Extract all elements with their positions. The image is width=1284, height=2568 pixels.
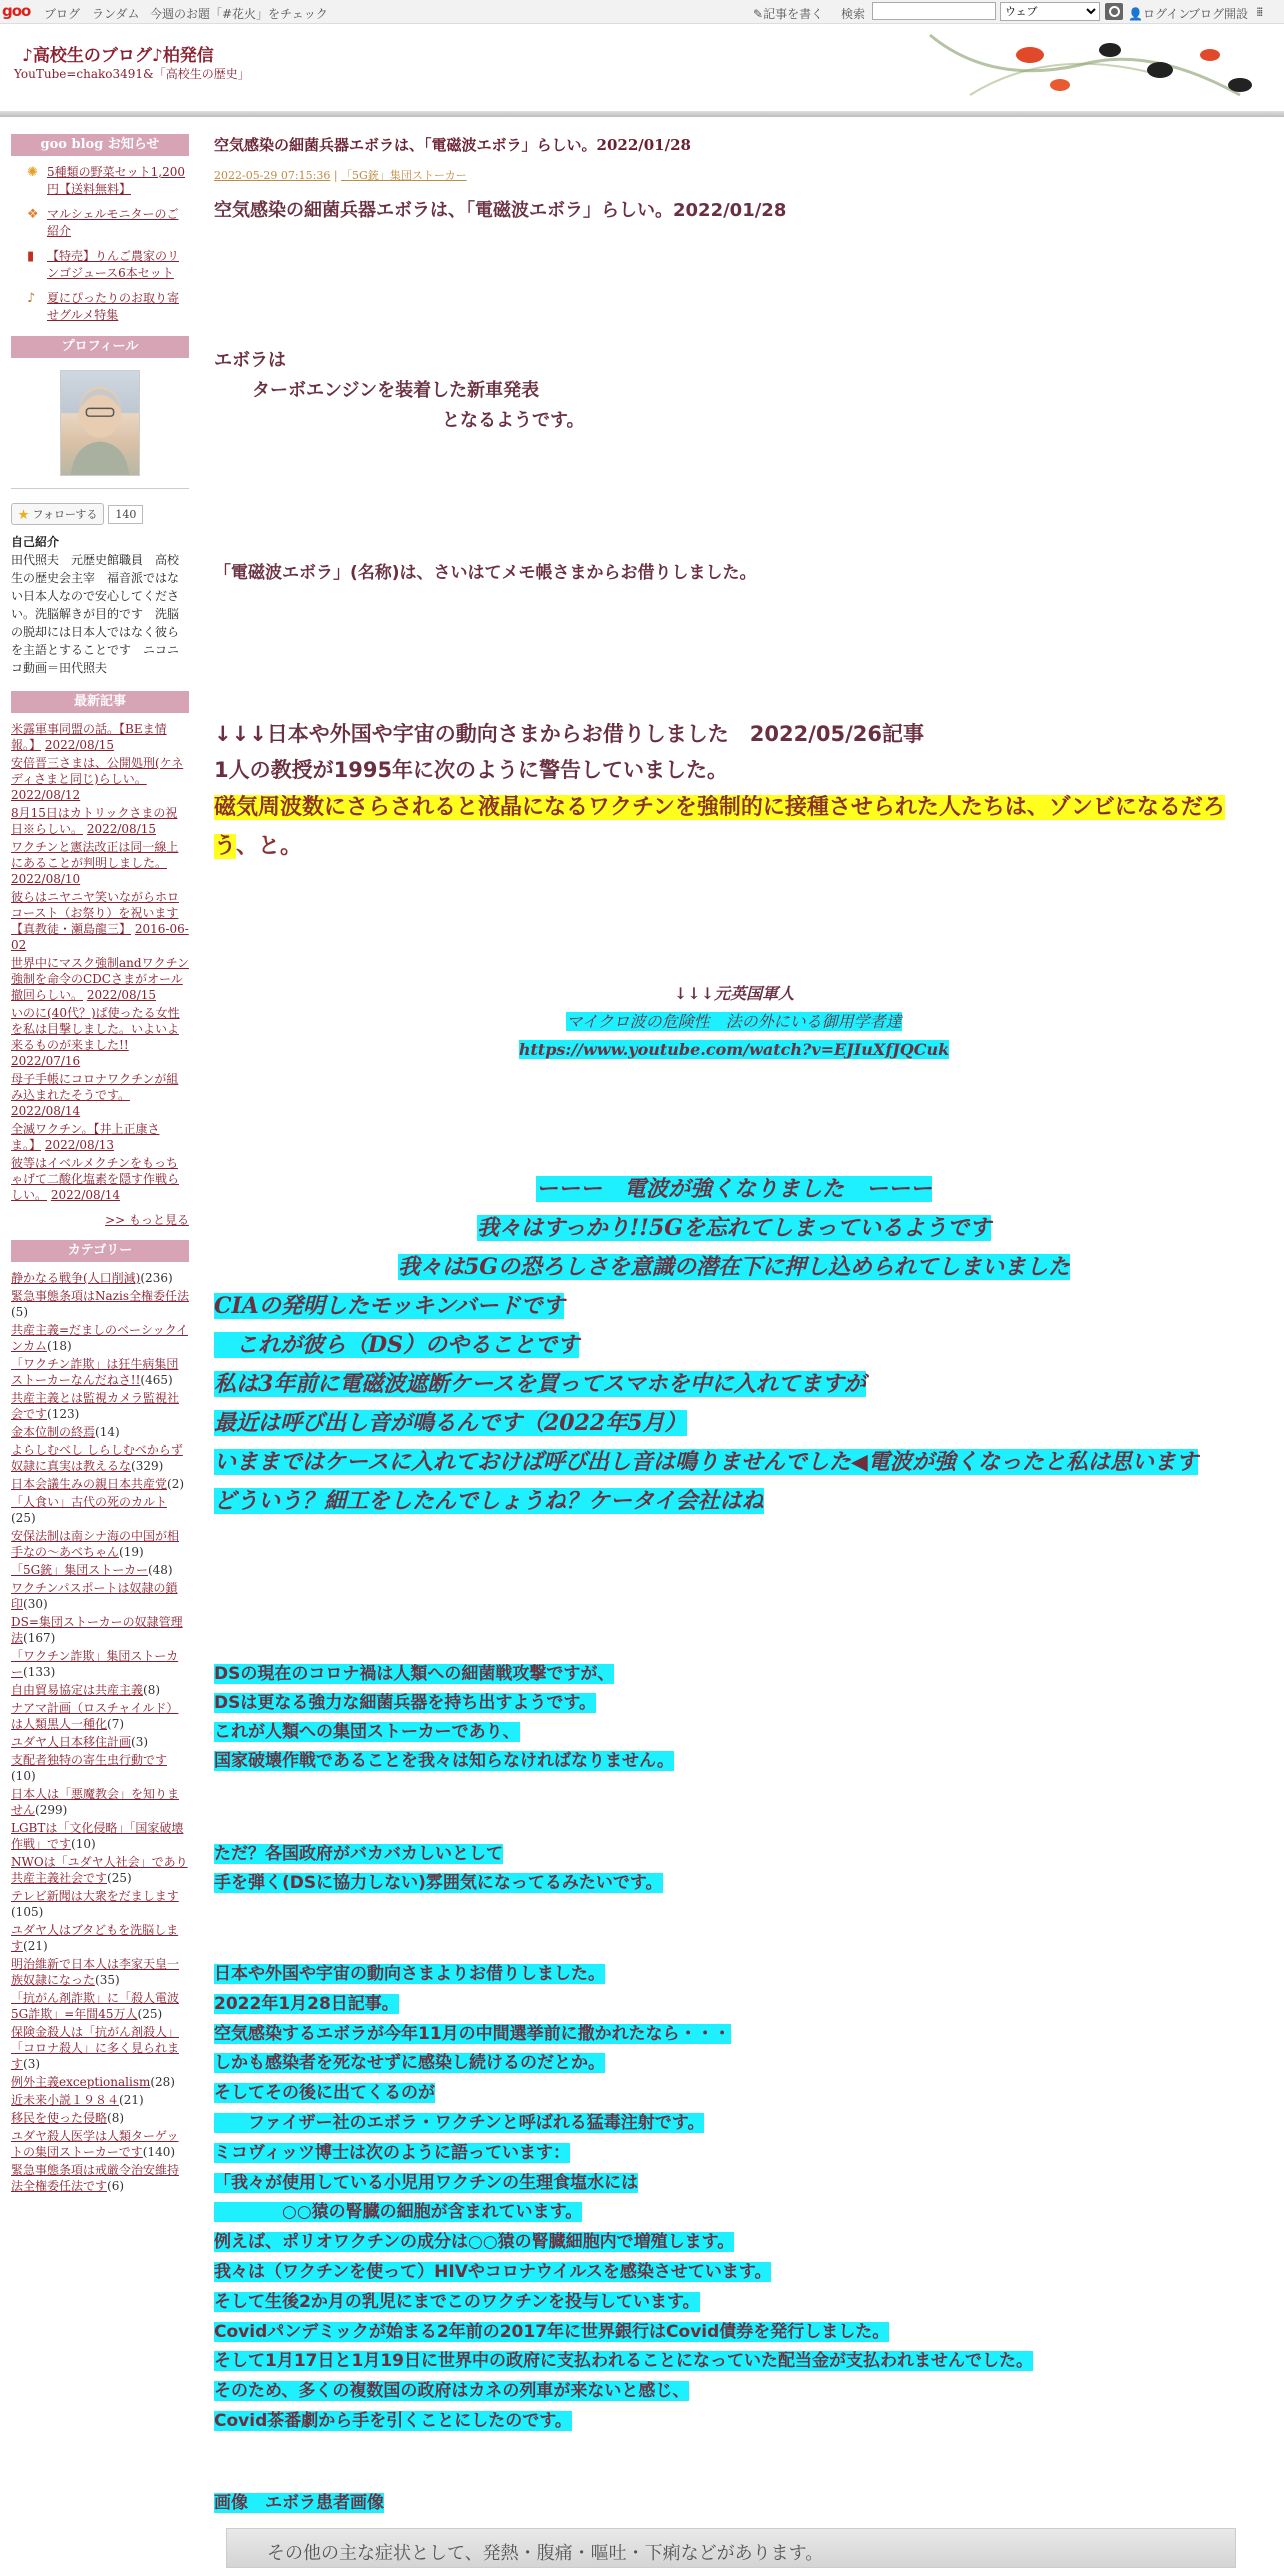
- category-item[interactable]: [11, 2092, 189, 2108]
- warning-quote: 磁気周波数にさらされると液晶になるワクチンを強制的に接種させられた人たちは、ゾンビになるだろう、と。: [214, 795, 1225, 859]
- category-item[interactable]: [11, 1854, 189, 1886]
- ebola-line: エボラは: [214, 350, 286, 371]
- category-count: (28): [150, 2075, 175, 2089]
- category-item[interactable]: [11, 1682, 189, 1698]
- category-item[interactable]: [11, 1476, 189, 1492]
- category-link[interactable]: 明治維新で日本人は李家天皇一族奴隷になった: [11, 1957, 180, 1987]
- category-count: (10): [11, 1769, 36, 1783]
- recent-item[interactable]: 彼らはニヤニヤ笑いながらホロコースト（お祭り）を祝います【真教徒・瀬島龍三】 2016-06-02: [11, 890, 189, 952]
- pencil-icon: ✎: [753, 7, 764, 21]
- category-link[interactable]: テレビ新聞は大衆をだまします: [11, 1889, 179, 1903]
- category-item[interactable]: [11, 1356, 189, 1388]
- blog-subtitle: YouTube=chako3491&「高校生の歴史」: [14, 67, 250, 81]
- follow-widget: [11, 503, 189, 525]
- category-count: (5): [11, 1305, 28, 1319]
- bio-text: 田代照夫 元歴史館職員 高校生の歴史会主宰 福音派ではない日本人なので安心してください。洗脳解きが目的です 洗脳の脱却には日本人ではなく彼らを主語とすることです ニコニコ動画＝田代照夫: [11, 553, 180, 675]
- category-list: [11, 1270, 189, 2194]
- quote-line: しかも感染者を死なせずに感染し続けるのだとか。: [214, 2053, 605, 2074]
- 5g-line: 最近は呼び出し音が鳴るんです（2022年5月）: [214, 1410, 687, 1436]
- army-source: ↓↓↓元英国軍人: [673, 984, 795, 1003]
- category-count: (3): [23, 2057, 41, 2071]
- category-link[interactable]: 日本会議生みの親日本共産党: [11, 1477, 168, 1491]
- army-title: マイクロ波の危険性 法の外にいる御用学者達: [566, 1012, 902, 1031]
- category-link[interactable]: ワクチンパスポートは奴隷の鎖印: [11, 1581, 178, 1611]
- category-count: (21): [119, 2093, 144, 2107]
- category-item[interactable]: [11, 1528, 189, 1560]
- recent-item[interactable]: 米露軍事同盟の話。【BEま情報。】 2022/08/15: [11, 722, 167, 752]
- category-heading: カテゴリー: [11, 1240, 189, 1262]
- 5g-line: ーーー 電波が強くなりました ーーー: [535, 1176, 932, 1202]
- category-item[interactable]: [11, 1700, 189, 1732]
- blog-header: [0, 25, 1284, 117]
- category-count: (329): [131, 1459, 164, 1473]
- category-link[interactable]: NWOは「ユダヤ人社会」であり共産主義社会です: [11, 1855, 188, 1885]
- category-link[interactable]: 近未来小説１９８４: [11, 2093, 120, 2107]
- ebola-quote-block: [214, 1960, 1033, 2437]
- image-caption: 画像 エボラ患者画像: [214, 2493, 384, 2513]
- quote-line: 例えば、ポリオワクチンの成分は○○猿の腎臓細胞内で増殖します。: [214, 2232, 735, 2253]
- category-link[interactable]: 日本人は「悪魔教会」を知りません: [11, 1787, 180, 1817]
- quote-line: そして1月17日と1月19日に世界中の政府に支払われることになっていた配当金が支払われませんでした。: [214, 2351, 1033, 2372]
- army-url[interactable]: https://www.youtube.com/watch?v=EJIuXfJQCuk: [518, 1040, 950, 1059]
- category-count: (8): [143, 1683, 161, 1697]
- quote-line: Covid茶番劇から手を引くことにしたのです。: [214, 2410, 572, 2431]
- category-item[interactable]: [11, 1322, 189, 1354]
- goldfish-header-art: [910, 25, 1284, 113]
- recent-item[interactable]: 世界中にマスク強制andワクチン強制を命令のCDCさまがオール撤回らしい。 2022/08/15: [11, 956, 189, 1002]
- category-count: (299): [35, 1803, 68, 1817]
- search-input[interactable]: [872, 2, 996, 20]
- category-link[interactable]: 「抗がん剤詐欺」に「殺人電波5G詐欺」=年間45万人: [11, 1991, 180, 2021]
- 5g-line: これが彼ら（DS）のやることです: [214, 1332, 579, 1358]
- write-article-link[interactable]: ✎記事を書く: [753, 7, 824, 21]
- category-item[interactable]: [11, 1580, 189, 1612]
- post-category[interactable]: 「5G銃」集団ストーカー: [341, 169, 467, 182]
- category-count: (19): [119, 1545, 144, 1559]
- recent-list: [11, 721, 189, 1203]
- gov-line: 手を弾く(DSに協力しない)雰囲気になってるみたいです。: [214, 1873, 663, 1893]
- profile-divider: [11, 488, 189, 489]
- 5g-line: CIAの発明したモッキンバードです: [214, 1293, 565, 1319]
- ds-line: 国家破壊作戦であることを我々は知らなければなりません。: [214, 1751, 675, 1771]
- category-link[interactable]: 「5G銃」集団ストーカー: [11, 1563, 148, 1577]
- quote-line: 我々は（ワクチンを使って）HIVやコロナウイルスを感染させています。: [214, 2261, 772, 2282]
- open-blog-link[interactable]: ブログ開設: [1188, 7, 1249, 21]
- category-item[interactable]: [11, 1956, 189, 1988]
- notice-item[interactable]: ❖ マルシェルモニターのご紹介: [27, 207, 179, 238]
- ebola-line: ターボエンジンを装着した新車発表: [252, 380, 540, 401]
- star-icon: ★: [18, 508, 29, 521]
- post-area: [214, 134, 1254, 2564]
- recent-item[interactable]: 安倍晋三さまは、公開処刑(ケネディさまと同じ)らしい。 2022/08/12: [11, 756, 184, 802]
- sidebar: [11, 134, 189, 2196]
- category-count: (140): [142, 2145, 176, 2159]
- nav-link-blog[interactable]: ブログ: [44, 7, 81, 21]
- recent-item[interactable]: いのに(40代？)ぱ使ったる女性を私は目撃しました。いよいよ来るものが来ました!! 2022/07/16: [11, 1006, 180, 1068]
- category-item[interactable]: [11, 1752, 189, 1784]
- post-meta: [214, 167, 1254, 183]
- category-link[interactable]: 自由貿易協定は共産主義: [11, 1683, 144, 1697]
- category-item[interactable]: [11, 1442, 189, 1474]
- search-button[interactable]: [1105, 3, 1123, 20]
- category-item[interactable]: [11, 1648, 189, 1680]
- category-link[interactable]: 「ワクチン詐欺」集団ストーカー: [11, 1649, 179, 1679]
- profile-bio: [11, 533, 189, 677]
- ds-line: DSは更なる強力な細菌兵器を持ち出すようです。: [214, 1693, 596, 1713]
- 5g-line: いままではケースに入れておけば呼び出し音は鳴りませんでした◀電波が強くなったと私は思います: [214, 1449, 1198, 1475]
- quote-line: ミコヴィッツ博士は次のように語っています：: [214, 2142, 570, 2163]
- category-link[interactable]: 緊急事態条項は戒厳令治安維持法全権委任法です: [11, 2163, 180, 2193]
- category-item[interactable]: [11, 1922, 189, 1954]
- ebola-patient-image[interactable]: [226, 2528, 1236, 2568]
- category-item[interactable]: [11, 1494, 189, 1526]
- quote-line: 日本や外国や宇宙の動向さまよりお借りしました。: [214, 1964, 605, 1984]
- recent-heading: 最新記事: [11, 691, 189, 713]
- recent-item[interactable]: ワクチンと憲法改正は同一線上にあることが判明しました。 2022/08/10: [11, 840, 179, 886]
- category-count: (10): [71, 1837, 96, 1851]
- person-icon: 👤: [1128, 7, 1143, 21]
- category-link[interactable]: ユダヤ殺人医学は人類ターゲットの集団ストーカーです: [11, 2129, 179, 2159]
- category-link[interactable]: ナアマ計画（ロスチャイルド）は人類黒人一種化: [11, 1701, 179, 1731]
- name-credit: 「電磁波エボラ」(名称)は、さいはてメモ帳さまからお借りしました。: [214, 563, 757, 583]
- quote-line: 空気感染するエボラが今年11月の中間選挙前に撒かれたなら・・・: [214, 2023, 731, 2044]
- category-count: (465): [140, 1373, 173, 1387]
- category-count: (18): [47, 1339, 72, 1353]
- juice-icon: ▮: [27, 249, 35, 264]
- blog-title[interactable]: ♪高校生のブログ♪柏発信: [22, 46, 214, 66]
- category-link[interactable]: 支配者独特の寄生虫行動です: [11, 1753, 168, 1767]
- category-count: (123): [47, 1407, 80, 1421]
- flower-icon: ❖: [27, 207, 39, 222]
- category-item[interactable]: [11, 1614, 189, 1646]
- category-count: (30): [23, 1597, 48, 1611]
- category-item[interactable]: [11, 1390, 189, 1422]
- post-date[interactable]: 2022-05-29 07:15:36: [214, 169, 331, 182]
- quote-source: ↓↓↓日本や外国や宇宙の動向さまからお借りしました 2022/05/26記事: [214, 722, 925, 746]
- notice-heading: goo blog お知らせ: [11, 134, 189, 156]
- category-count: (236): [140, 1271, 173, 1285]
- quote-line: そして生後2か月の乳児にまでこのワクチンを投与しています。: [214, 2291, 700, 2312]
- quote-line: 「我々が使用している小児用ワクチンの生理食塩水には: [214, 2172, 639, 2193]
- category-link[interactable]: 例外主義exceptionalism: [11, 2075, 151, 2089]
- category-item[interactable]: [11, 1786, 189, 1818]
- search-label: 検索: [841, 7, 866, 21]
- quote-line: ○○猿の腎臓の細胞が含まれています。: [214, 2202, 583, 2223]
- category-count: (25): [107, 1871, 132, 1885]
- 5g-line: 我々は5Gの恐ろしさを意識の潜在下に押し込められてしまいました: [397, 1254, 1071, 1280]
- category-link[interactable]: LGBTは「文化侵略」「国家破壊作戦」です: [11, 1821, 184, 1851]
- category-count: (3): [131, 1735, 149, 1749]
- category-count: (14): [95, 1425, 120, 1439]
- category-count: (25): [11, 1511, 36, 1525]
- meta-separator: |: [333, 169, 338, 182]
- follower-count: 140: [108, 505, 143, 524]
- category-count: (25): [137, 2007, 163, 2021]
- category-count: (133): [23, 1665, 56, 1679]
- 5g-line: 私は3年前に電磁波遮断ケースを買ってスマホを中に入れてますが: [214, 1371, 866, 1397]
- header-rule: [0, 111, 1284, 117]
- notice-item[interactable]: ▮ 【特売】りんご農家のリンゴジュース6本セット: [27, 249, 180, 280]
- ds-block: [214, 1660, 674, 1776]
- category-count: (167): [23, 1631, 56, 1645]
- note-icon: ♪: [27, 291, 36, 306]
- quote-line: ファイザー社のエボラ・ワクチンと呼ばれる猛毒注射です。: [214, 2112, 705, 2133]
- search-scope-select[interactable]: [1000, 2, 1100, 21]
- nav-link-weekly-topic[interactable]: 今週のお題「#花火」をチェック: [150, 7, 328, 21]
- category-count: (7): [107, 1717, 125, 1731]
- top-bar: [0, 0, 1284, 24]
- category-item[interactable]: [11, 1288, 189, 1320]
- quote-line: 2022年1月28日記事。: [214, 1993, 399, 2014]
- category-item[interactable]: [11, 2110, 189, 2126]
- recent-item[interactable]: 母子手帳にコロナワクチンが組み込まれたそうです。 2022/08/14: [11, 1072, 179, 1118]
- bio-heading: 自己紹介: [11, 535, 60, 549]
- category-link[interactable]: 移民を使った侵略: [11, 2111, 108, 2125]
- category-link[interactable]: 静かなる戦争(人口削減): [11, 1271, 141, 1285]
- category-item[interactable]: [11, 1270, 189, 1286]
- category-count: (8): [107, 2111, 125, 2125]
- category-link[interactable]: 共産主義=だましのベーシックインカム: [11, 1323, 188, 1353]
- ds-line: これが人類への集団ストーカーであり、: [214, 1722, 520, 1742]
- category-item[interactable]: [11, 1888, 189, 1920]
- image-text: その他の主な症状として、発熱・腹痛・嘔吐・下痢などがあります。: [267, 2543, 824, 2564]
- category-count: (2): [167, 1477, 185, 1491]
- quote-line: Covidパンデミックが始まる2年前の2017年に世界銀行はCovid債券を発行しました。: [214, 2321, 890, 2342]
- category-item[interactable]: [11, 1562, 189, 1578]
- 5g-block: [214, 1170, 1254, 1521]
- profile-photo[interactable]: [60, 370, 140, 476]
- post-title[interactable]: 空気感染の細菌兵器エボラは、「電磁波エボラ」らしい。2022/01/28: [214, 136, 691, 154]
- gov-block: [214, 1840, 663, 1898]
- ds-line: DSの現在のコロナ禍は人類への細菌戦攻撃ですが、: [214, 1664, 615, 1684]
- sun-icon: ✺: [27, 165, 38, 180]
- notice-item[interactable]: ✺ 5種類の野菜セット1,200円【送料無料】: [27, 165, 185, 196]
- category-item[interactable]: [11, 2162, 189, 2194]
- category-count: (105): [11, 1905, 44, 1919]
- category-item[interactable]: [11, 1734, 189, 1750]
- category-link[interactable]: よらしむべし しらしむべからず奴隷に真実は教えるな: [11, 1443, 183, 1473]
- quote-line: そのため、多くの複数国の政府はカネの列車が来ないと感じ、: [214, 2381, 690, 2402]
- recent-item[interactable]: 8月15日はカトリックさまの祝日※らしい。 2022/08/15: [11, 806, 178, 836]
- category-item[interactable]: [11, 2024, 189, 2072]
- recent-item[interactable]: 彼等はイベルメクチンをもっちゃげて二酸化塩素を隠す作戦らしい。 2022/08/14: [11, 1156, 180, 1202]
- nav-link-random[interactable]: ランダム: [92, 7, 140, 21]
- category-link[interactable]: 安保法制は南シナ海の中国が相手なの～あべちゃん: [11, 1529, 180, 1559]
- gov-line: ただ？各国政府がバカバカしいとして: [214, 1844, 503, 1864]
- follow-button[interactable]: ★ フォローする: [11, 503, 104, 525]
- 5g-line: どういう？細工をしたんでしょうね？ケータイ会社はね: [214, 1488, 764, 1514]
- category-count: (21): [23, 1939, 48, 1953]
- army-block: [214, 980, 1254, 1064]
- category-link[interactable]: 「ワクチン詐欺」は狂牛病集団ストーカーなんだねさ!!: [11, 1357, 179, 1387]
- category-count: (35): [95, 1973, 120, 1987]
- category-link[interactable]: 共産主義とは監視カメラ監視社会です: [11, 1391, 180, 1421]
- goo-logo[interactable]: goo: [2, 2, 31, 20]
- notice-list: [11, 164, 189, 324]
- more-link[interactable]: >> もっと見る: [105, 1213, 189, 1227]
- category-item[interactable]: [11, 1424, 189, 1440]
- category-link[interactable]: 「人食い」古代の死のカルト: [11, 1495, 168, 1509]
- category-item[interactable]: [11, 1990, 189, 2022]
- quote-intro: 1人の教授が1995年に次のように警告していました。: [214, 758, 729, 782]
- category-link[interactable]: DS=集団ストーカーの奴隷管理法: [11, 1615, 183, 1645]
- category-count: (6): [107, 2179, 125, 2193]
- category-link[interactable]: 金本位制の終焉: [11, 1425, 96, 1439]
- login-link[interactable]: 👤ログイン: [1128, 7, 1191, 21]
- category-link[interactable]: 保険金殺人は「抗がん剤殺人」「コロナ殺人」に多く見られます: [11, 2025, 180, 2071]
- category-link[interactable]: ユダヤ人はブタどもを洗脳します: [11, 1923, 179, 1953]
- ebola-line: となるようです。: [442, 410, 585, 431]
- category-item[interactable]: [11, 1820, 189, 1852]
- notice-item[interactable]: ♪ 夏にぴったりのお取り寄せグルメ特集: [27, 291, 180, 322]
- category-count: (48): [147, 1563, 173, 1577]
- post-lead: 空気感染の細菌兵器エボラは、「電磁波エボラ」らしい。2022/01/28: [214, 200, 787, 221]
- category-link[interactable]: 緊急事態条項はNazis全権委任法: [11, 1289, 189, 1303]
- quote-line: そしてその後に出てくるのが: [214, 2083, 435, 2104]
- recent-item[interactable]: 全滅ワクチン。【井上正康さま。】 2022/08/13: [11, 1122, 160, 1152]
- profile-portrait: [61, 371, 139, 475]
- category-item[interactable]: [11, 2074, 189, 2090]
- grid-menu-icon[interactable]: ⁞⁞⁞: [1256, 5, 1262, 19]
- category-item[interactable]: [11, 2128, 189, 2160]
- category-link[interactable]: ユダヤ人日本移住計画: [11, 1735, 132, 1749]
- profile-heading: プロフィール: [11, 336, 189, 358]
- 5g-line: 我々はすっかり!!5Gを忘れてしまっているようです: [476, 1215, 992, 1241]
